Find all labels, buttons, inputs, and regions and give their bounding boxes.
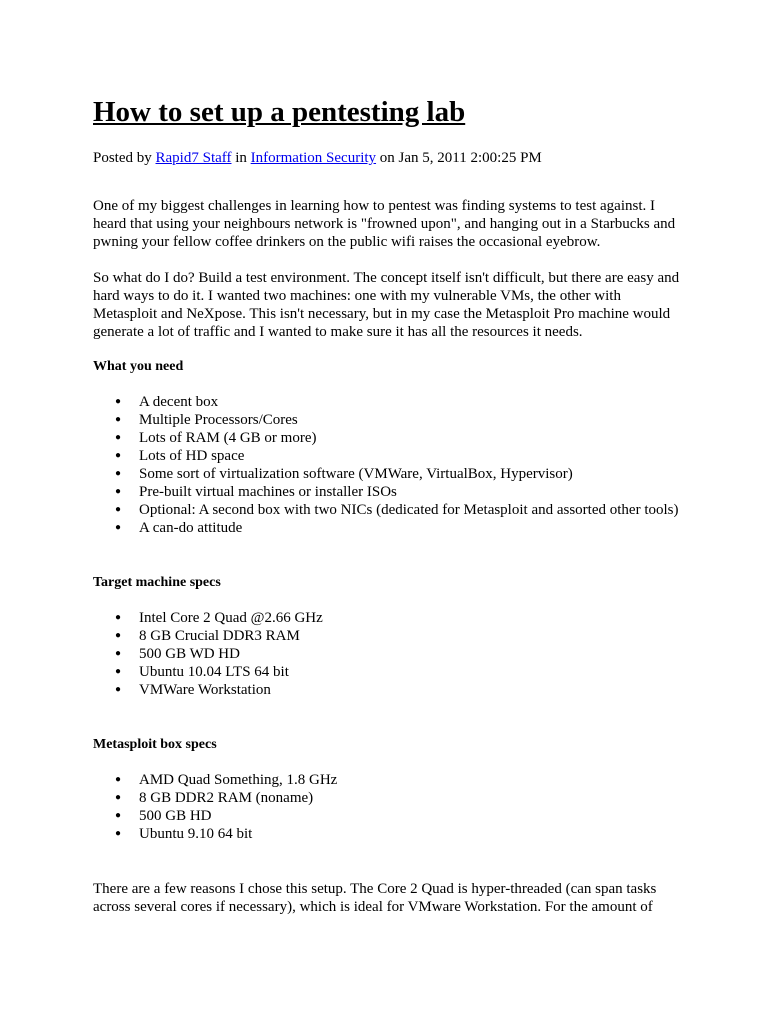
list-item: ● Optional: A second box with two NICs (dedicated for Metasploit and assorted other tools)	[115, 502, 679, 518]
bullet-icon: ●	[115, 432, 122, 443]
list-item: ● Lots of RAM (4 GB or more)	[115, 430, 317, 446]
bullet-icon: ●	[115, 810, 122, 821]
bullet-icon: ●	[115, 450, 122, 461]
post-meta	[93, 149, 683, 167]
list-item: ● Multiple Processors/Cores	[115, 412, 298, 428]
list-item: ● VMWare Workstation	[115, 682, 271, 698]
bullet-icon: ●	[115, 648, 122, 659]
list-item: ● Intel Core 2 Quad @2.66 GHz	[115, 610, 323, 626]
posted-by-label: Posted by	[93, 150, 152, 166]
metasploit-box-specs-list	[93, 771, 683, 843]
closing-paragraph: There are a few reasons I chose this setup. The Core 2 Quad is hyper-threaded (can span tasks across several cores if necessary), which is ideal for VMware Workstation. For the amount of	[93, 881, 657, 915]
bullet-icon: ●	[115, 504, 122, 515]
second-paragraph: So what do I do? Build a test environment. The concept itself isn't difficult, but there are easy and hard ways to do it. I wanted two machines: one with my vulnerable VMs, the other with Metasploit and NeXpose. This isn't necessary, but in my case the Metasploit Pro machine would generate a lot of traffic and I wanted to make sure it has all the resources it needs.	[93, 270, 680, 340]
list-item: ● 8 GB Crucial DDR3 RAM	[115, 628, 300, 644]
list-item: ● 500 GB WD HD	[115, 646, 240, 662]
intro-paragraph: One of my biggest challenges in learning how to pentest was finding systems to test against. I heard that using your neighbours network is "frowned upon", and hanging out in a Starbucks and pwning your fellow coffee drinkers on the public wifi raises the occasional eyebrow.	[93, 198, 676, 250]
list-item: ● A decent box	[115, 394, 219, 410]
bullet-icon: ●	[115, 522, 122, 533]
target-machine-specs-heading: Target machine specs	[93, 575, 221, 590]
in-label: in	[235, 150, 247, 166]
list-item: ● 500 GB HD	[115, 808, 212, 824]
bullet-icon: ●	[115, 828, 122, 839]
bullet-icon: ●	[115, 612, 122, 623]
target-machine-specs-list	[93, 609, 683, 699]
bullet-icon: ●	[115, 414, 122, 425]
list-item: ● Ubuntu 9.10 64 bit	[115, 826, 253, 842]
list-item: ● Ubuntu 10.04 LTS 64 bit	[115, 664, 289, 680]
metasploit-box-specs-heading: Metasploit box specs	[93, 737, 217, 752]
list-item: ● A can-do attitude	[115, 520, 243, 536]
bullet-icon: ●	[115, 792, 122, 803]
bullet-icon: ●	[115, 630, 122, 641]
list-item: ● Lots of HD space	[115, 448, 245, 464]
bullet-icon: ●	[115, 774, 122, 785]
category-link[interactable]: Information Security	[250, 150, 377, 166]
bullet-icon: ●	[115, 666, 122, 677]
article-title: How to set up a pentesting lab	[93, 96, 466, 128]
article	[93, 92, 683, 916]
bullet-icon: ●	[115, 468, 122, 479]
list-item: ● 8 GB DDR2 RAM (noname)	[115, 790, 314, 806]
list-item: ● Pre-built virtual machines or installer ISOs	[115, 484, 397, 500]
list-item: ● Some sort of virtualization software (VMWare, VirtualBox, Hypervisor)	[115, 466, 573, 482]
list-item: ● AMD Quad Something, 1.8 GHz	[115, 772, 338, 788]
post-date: on Jan 5, 2011 2:00:25 PM	[379, 150, 542, 166]
what-you-need-heading: What you need	[93, 359, 184, 374]
author-link[interactable]: Rapid7 Staff	[155, 150, 232, 166]
bullet-icon: ●	[115, 396, 122, 407]
bullet-icon: ●	[115, 486, 122, 497]
what-you-need-list	[93, 393, 683, 537]
bullet-icon: ●	[115, 684, 122, 695]
